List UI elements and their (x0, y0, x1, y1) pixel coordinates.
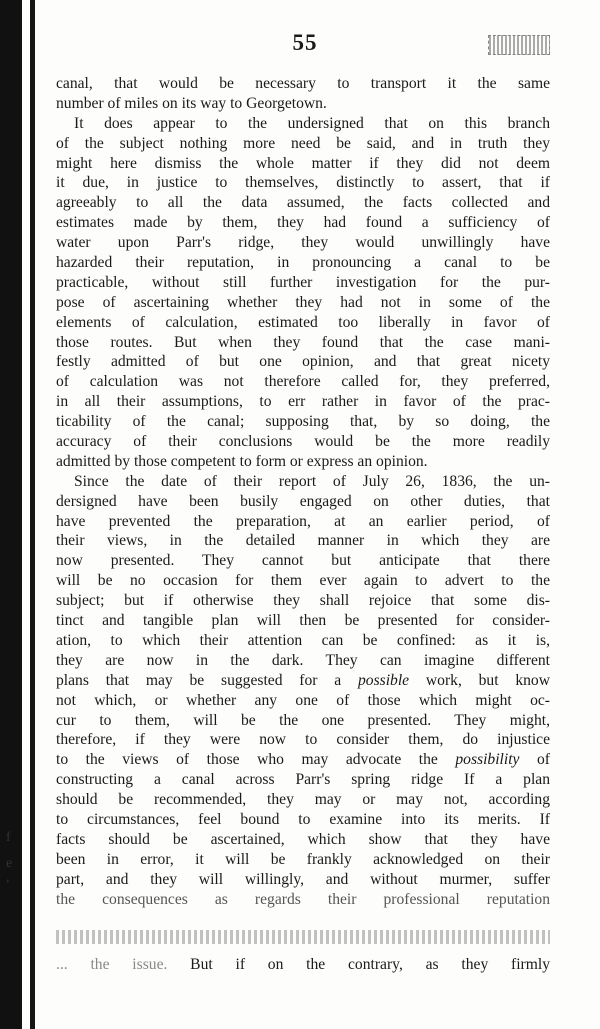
text-line: pose of ascertaining whether they had not in some of the (56, 293, 550, 311)
text-line: subject; but if otherwise they shall rejoice that some dis- (56, 592, 550, 610)
text-line: cur to them, will be the one presented. They might, (56, 711, 550, 729)
text-line: of calculation was not therefore called for, they preferred, (56, 373, 550, 391)
text-line: might here dismiss the whole matter if they did not deem (56, 154, 550, 172)
text-line (56, 955, 550, 975)
text-fragment: plans that may be suggested for a (56, 671, 358, 689)
text-fragment: work, but know (409, 671, 550, 689)
library-stamp (488, 35, 550, 55)
binding-shadow (30, 0, 35, 1029)
body-text (56, 74, 550, 909)
text-line: admitted by those competent to form or express an opinion. (56, 452, 428, 470)
text-line: now presented. They cannot but anticipate that there (56, 552, 550, 570)
text-line: practicable, without still further investigation for the pur- (56, 273, 550, 291)
text-line: in all their assumptions, to err rather in favor of the prac- (56, 393, 550, 411)
text-line: accuracy of their conclusions would be the more readily (56, 433, 550, 451)
text-line: ation, to which their attention can be confined: as it is, (56, 631, 550, 649)
text-line: those routes. But when they found that the case mani- (56, 333, 550, 351)
margin-mark: , (6, 870, 10, 885)
page-number: 55 (292, 30, 318, 55)
text-line: water upon Parr's ridge, they would unwillingly have (56, 234, 550, 252)
text-line: will be no occasion for them ever again to advert to the (56, 572, 550, 590)
text-line: dersigned have been busily engaged on other duties, that (56, 492, 550, 510)
text-line: elements of calculation, estimated too liberally in favor of (56, 313, 550, 331)
text-fragment: But if on the contrary, as they firmly (167, 956, 550, 973)
text-line: they are now in the dark. They can imagine different (56, 651, 550, 669)
text-line: have prevented the preparation, at an earlier period, of (56, 512, 550, 530)
text-line: been in error, it will be frankly acknowledged on their (56, 850, 550, 868)
text-line: facts should be ascertained, which show that they have (56, 830, 550, 848)
text-line: should be recommended, they may or may not, according (56, 791, 550, 809)
text-line: Since the date of their report of July 26, 1836, the un- (74, 472, 550, 490)
text-line: constructing a canal across Parr's spring ridge If a plan (56, 771, 550, 789)
margin-mark: f (6, 830, 11, 845)
text-line (56, 750, 550, 770)
italic-word: possibility (455, 751, 520, 769)
text-line: festly admitted of but one opinion, and that great nicety (56, 353, 550, 371)
text-line: their views, in the detailed manner in which they are (56, 532, 550, 550)
margin-mark: e (6, 856, 13, 871)
scan-smudge (56, 930, 550, 944)
text-line: the consequences as regards their professional reputation (56, 890, 550, 908)
text-fragment: to the views of those who may advocate the (56, 751, 456, 769)
text-line: to circumstances, feel bound to examine into its merits. If (56, 810, 550, 828)
text-line: estimates made by them, they had found a sufficiency of (56, 214, 550, 232)
text-line: number of miles on its way to Georgetown. (56, 94, 327, 112)
text-line: part, and they will willingly, and without murmer, suffer (56, 870, 550, 888)
text-line: It does appear to the undersigned that on this branch (74, 114, 550, 132)
text-line: ticability of the canal; supposing that, by so doing, the (56, 413, 550, 431)
italic-word: possible (357, 671, 410, 689)
binding-gutter (0, 0, 22, 1029)
text-line: hazarded their reputation, in pronouncing a canal to be (56, 254, 550, 272)
text-line: not which, or whether any one of those which might oc- (56, 691, 550, 709)
text-line: tinct and tangible plan will then be presented for consider- (56, 612, 550, 630)
text-line: it due, in justice to themselves, distinctly to assert, that if (56, 174, 550, 192)
text-fragment: ... the issue. (56, 956, 168, 973)
text-line: canal, that would be necessary to transport it the same (56, 75, 550, 92)
text-line: agreeably to all the data assumed, the facts collected and (56, 194, 550, 212)
text-line: therefore, if they were now to consider them, do injustice (56, 731, 550, 749)
text-fragment: of (519, 751, 550, 769)
text-line (56, 671, 550, 691)
text-line: of the subject nothing more need be said, and in truth they (56, 134, 550, 152)
